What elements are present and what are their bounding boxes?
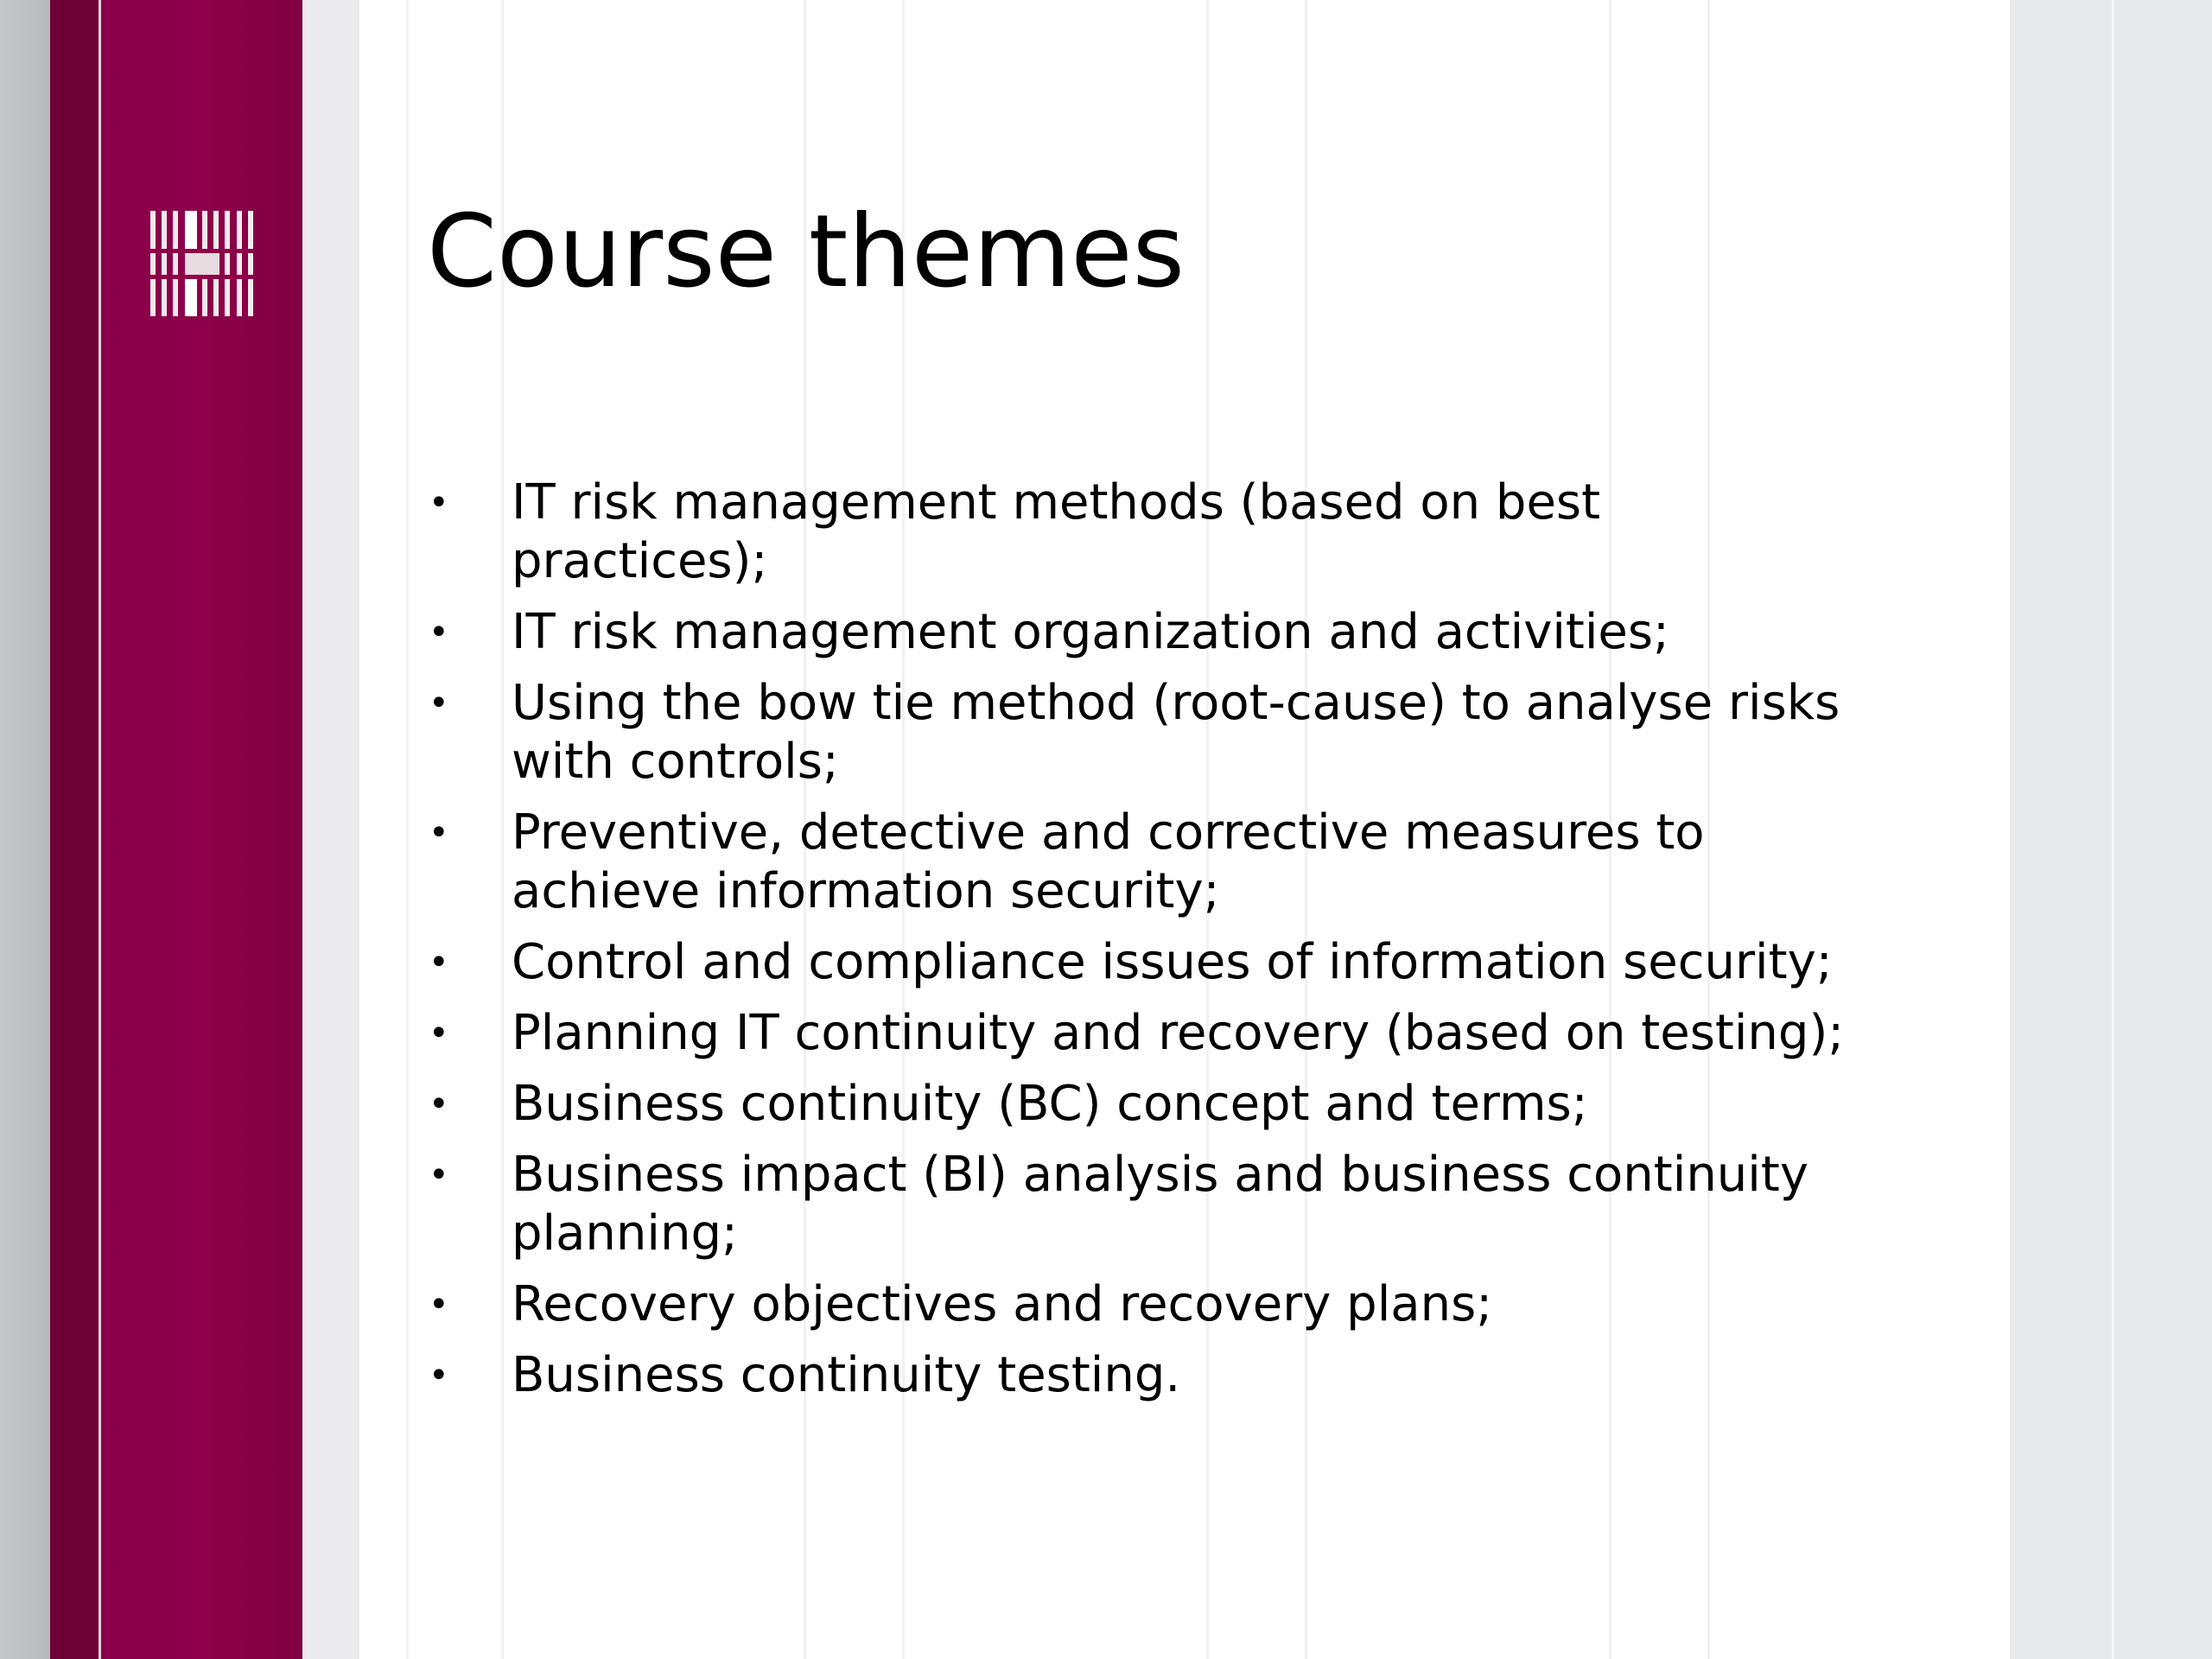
bullet-list <box>427 474 1982 1417</box>
university-grid-logo-icon <box>150 211 254 316</box>
maroon-band-divider-line <box>99 0 101 1659</box>
bullet-text: Preventive, detective and corrective measures to <box>512 804 1705 861</box>
bullet-item <box>427 1004 1982 1063</box>
slide-title: Course themes <box>427 194 1185 310</box>
bullet-text: Control and compliance issues of information security; <box>512 934 1833 990</box>
bullet-item <box>427 603 1982 662</box>
maroon-band-dark-strip <box>50 0 99 1659</box>
right-edge-strip <box>2010 0 2112 1659</box>
gap-strip <box>302 0 359 1659</box>
bullet-text: Business continuity (BC) concept and terms; <box>512 1076 1588 1132</box>
bullet-text-continued: planning; <box>512 1205 738 1262</box>
bullet-text: Recovery objectives and recovery plans; <box>512 1276 1493 1332</box>
bullet-text: IT risk management methods (based on best <box>512 474 1601 531</box>
bullet-icon: • <box>429 943 449 982</box>
bullet-text-continued: achieve information security; <box>512 863 1220 919</box>
right-edge-strip-outer <box>2114 0 2212 1659</box>
bullet-item <box>427 1075 1982 1134</box>
bullet-icon: • <box>429 1084 449 1124</box>
bullet-item <box>427 804 1982 921</box>
bullet-text: Business continuity testing. <box>512 1347 1181 1403</box>
left-edge-strip <box>0 0 50 1659</box>
bullet-icon: • <box>429 1356 449 1395</box>
bullet-item <box>427 1146 1982 1263</box>
bullet-text-continued: with controls; <box>512 734 839 790</box>
bullet-item <box>427 674 1982 791</box>
bullet-icon: • <box>429 683 449 723</box>
bullet-item <box>427 474 1982 591</box>
background-line <box>406 0 409 1659</box>
bullet-icon: • <box>429 1014 449 1053</box>
bullet-icon: • <box>429 483 449 523</box>
bullet-item <box>427 1346 1982 1405</box>
bullet-text-continued: practices); <box>512 533 768 589</box>
bullet-item <box>427 1275 1982 1334</box>
bullet-text: Using the bow tie method (root-cause) to analyse risks <box>512 675 1840 731</box>
bullet-icon: • <box>429 613 449 652</box>
bullet-icon: • <box>429 1285 449 1325</box>
bullet-icon: • <box>429 1155 449 1195</box>
bullet-icon: • <box>429 813 449 853</box>
bullet-text: Business impact (BI) analysis and business continuity <box>512 1147 1808 1203</box>
bullet-text: Planning IT continuity and recovery (based on testing); <box>512 1005 1845 1061</box>
bullet-item <box>427 933 1982 992</box>
bullet-text: IT risk management organization and activities; <box>512 604 1669 660</box>
